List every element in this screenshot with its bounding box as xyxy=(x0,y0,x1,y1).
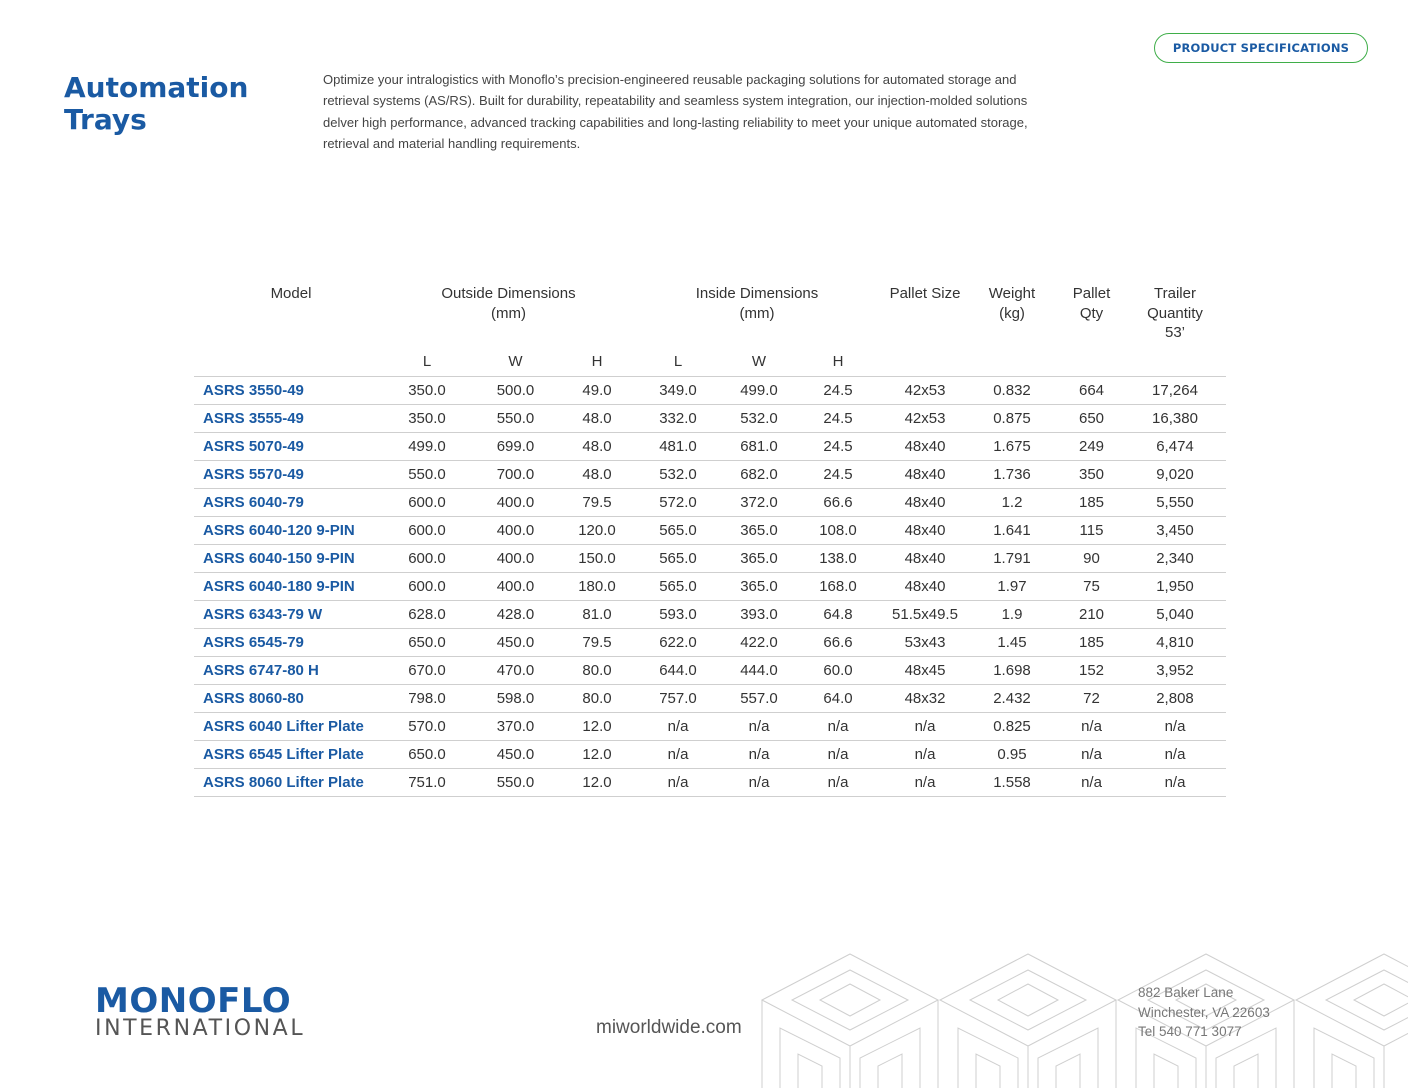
cell-outside-l: 499.0 xyxy=(388,432,466,460)
cell-pallet-size: 51.5x49.5 xyxy=(885,600,965,628)
header-outside-text: Outside Dimensions (mm) xyxy=(441,285,576,322)
cell-inside-h: 24.5 xyxy=(791,460,885,488)
cell-outside-h: 48.0 xyxy=(565,460,629,488)
cell-inside-l: 565.0 xyxy=(629,544,727,572)
cell-pallet-qty: 650 xyxy=(1059,404,1124,432)
cell-outside-w: 400.0 xyxy=(466,544,565,572)
cell-inside-h: 168.0 xyxy=(791,572,885,600)
cell-trailer-qty: 4,810 xyxy=(1124,628,1226,656)
cell-pallet-size: 48x32 xyxy=(885,684,965,712)
cell-outside-l: 650.0 xyxy=(388,628,466,656)
cell-outside-l: 600.0 xyxy=(388,516,466,544)
cell-inside-w: 499.0 xyxy=(727,376,791,404)
address-line-street: 882 Baker Lane xyxy=(1138,985,1234,1000)
cell-inside-w: 557.0 xyxy=(727,684,791,712)
table-row xyxy=(194,404,1226,432)
subheader-inside-l: L xyxy=(673,353,683,370)
decorative-cube-pattern xyxy=(760,950,1408,1088)
cell-outside-w: 550.0 xyxy=(466,768,565,796)
header-weight-text: Weight (kg) xyxy=(988,285,1036,322)
cell-model: ASRS 6040-120 9-PIN xyxy=(194,516,388,544)
header-trailer-text: Trailer Quantity 53’ xyxy=(1147,285,1203,341)
header-pallet-qty xyxy=(1059,284,1124,343)
cell-outside-w: 550.0 xyxy=(466,404,565,432)
subheader-blank xyxy=(965,343,1059,377)
cell-weight: 1.698 xyxy=(965,656,1059,684)
cell-inside-l: 532.0 xyxy=(629,460,727,488)
cell-inside-h: n/a xyxy=(791,740,885,768)
cell-weight: 1.2 xyxy=(965,488,1059,516)
cell-model: ASRS 6040-79 xyxy=(194,488,388,516)
table-subheader-row xyxy=(194,343,1226,377)
subheader-outside-h: H xyxy=(591,353,603,370)
cell-weight: 1.9 xyxy=(965,600,1059,628)
cell-pallet-size: 48x40 xyxy=(885,544,965,572)
page-title-line-1: Automation xyxy=(64,71,249,104)
cell-inside-l: 757.0 xyxy=(629,684,727,712)
cell-weight: 1.558 xyxy=(965,768,1059,796)
cell-model: ASRS 6040 Lifter Plate xyxy=(194,712,388,740)
spec-table xyxy=(194,284,1226,797)
cell-trailer-qty: 6,474 xyxy=(1124,432,1226,460)
cell-inside-w: 365.0 xyxy=(727,572,791,600)
header-inside-text: Inside Dimensions (mm) xyxy=(695,285,819,322)
subheader-inside-h: H xyxy=(832,353,844,370)
cell-outside-w: 470.0 xyxy=(466,656,565,684)
cell-outside-h: 49.0 xyxy=(565,376,629,404)
cell-inside-l: 644.0 xyxy=(629,656,727,684)
table-header-row xyxy=(194,284,1226,343)
cell-trailer-qty: 5,040 xyxy=(1124,600,1226,628)
cell-weight: 1.641 xyxy=(965,516,1059,544)
cell-inside-h: 24.5 xyxy=(791,432,885,460)
cell-trailer-qty: 5,550 xyxy=(1124,488,1226,516)
cell-model: ASRS 6545-79 xyxy=(194,628,388,656)
cell-outside-h: 150.0 xyxy=(565,544,629,572)
cell-inside-w: 422.0 xyxy=(727,628,791,656)
table-row xyxy=(194,432,1226,460)
cell-inside-l: 565.0 xyxy=(629,572,727,600)
cell-inside-h: 24.5 xyxy=(791,404,885,432)
monoflo-logo xyxy=(95,981,306,1041)
cell-inside-l: 572.0 xyxy=(629,488,727,516)
cell-outside-l: 350.0 xyxy=(388,376,466,404)
table-row xyxy=(194,656,1226,684)
table-row xyxy=(194,600,1226,628)
cell-model: ASRS 5070-49 xyxy=(194,432,388,460)
cell-outside-l: 751.0 xyxy=(388,768,466,796)
cell-pallet-qty: 350 xyxy=(1059,460,1124,488)
cell-outside-w: 500.0 xyxy=(466,376,565,404)
cell-inside-h: 108.0 xyxy=(791,516,885,544)
cell-pallet-size: 48x40 xyxy=(885,488,965,516)
cell-pallet-size: 53x43 xyxy=(885,628,965,656)
subheader-blank xyxy=(1124,343,1226,377)
cell-inside-w: 682.0 xyxy=(727,460,791,488)
cell-inside-h: 138.0 xyxy=(791,544,885,572)
logo-subline: INTERNATIONAL xyxy=(95,1016,306,1041)
cell-trailer-qty: 2,808 xyxy=(1124,684,1226,712)
cell-pallet-qty: 75 xyxy=(1059,572,1124,600)
cell-pallet-qty: 185 xyxy=(1059,488,1124,516)
cell-outside-h: 79.5 xyxy=(565,488,629,516)
table-row xyxy=(194,488,1226,516)
header-pallet-size: Pallet Size xyxy=(889,285,961,302)
cell-inside-l: n/a xyxy=(629,740,727,768)
cell-outside-l: 570.0 xyxy=(388,712,466,740)
table-row xyxy=(194,628,1226,656)
cell-model: ASRS 8060-80 xyxy=(194,684,388,712)
cell-trailer-qty: 9,020 xyxy=(1124,460,1226,488)
product-specifications-badge: PRODUCT SPECIFICATIONS xyxy=(1154,33,1368,63)
header-outside-dimensions xyxy=(388,284,629,343)
header-model: Model xyxy=(270,285,312,302)
cell-inside-h: n/a xyxy=(791,712,885,740)
cell-outside-w: 699.0 xyxy=(466,432,565,460)
page-title xyxy=(64,72,248,136)
cell-pallet-size: n/a xyxy=(885,740,965,768)
intro-paragraph: Optimize your intralogistics with Monoflo’s precision-engineered reusable packaging solutions for automated storage and retrieval systems (AS/RS). Built for durability, repeatability and seamless system integration, our injection-molded solutions delver high performance, advanced tracking capabilities and long-lasting reliability to meet your unique automated storage, retrieval and material handling requirements. xyxy=(323,72,1028,152)
subheader-inside-w: W xyxy=(751,353,767,370)
cell-outside-w: 370.0 xyxy=(466,712,565,740)
table-row xyxy=(194,572,1226,600)
cell-pallet-size: 42x53 xyxy=(885,404,965,432)
cell-model: ASRS 3550-49 xyxy=(194,376,388,404)
logo-wordmark: MONOFLO xyxy=(95,981,292,1021)
cell-trailer-qty: 16,380 xyxy=(1124,404,1226,432)
cell-pallet-size: n/a xyxy=(885,712,965,740)
cell-outside-l: 650.0 xyxy=(388,740,466,768)
cell-pallet-qty: n/a xyxy=(1059,740,1124,768)
cell-outside-w: 450.0 xyxy=(466,628,565,656)
cell-outside-w: 598.0 xyxy=(466,684,565,712)
address-line-phone: Tel 540 771 3077 xyxy=(1138,1024,1242,1040)
cell-trailer-qty: 2,340 xyxy=(1124,544,1226,572)
cell-outside-h: 12.0 xyxy=(565,768,629,796)
cell-pallet-qty: 185 xyxy=(1059,628,1124,656)
cell-outside-h: 12.0 xyxy=(565,740,629,768)
cell-inside-w: n/a xyxy=(727,740,791,768)
cell-outside-l: 670.0 xyxy=(388,656,466,684)
header-pallet-qty-text: Pallet Qty xyxy=(1072,285,1111,322)
cell-inside-l: 593.0 xyxy=(629,600,727,628)
cell-model: ASRS 8060 Lifter Plate xyxy=(194,768,388,796)
cell-weight: 1.791 xyxy=(965,544,1059,572)
cell-inside-w: 365.0 xyxy=(727,516,791,544)
cell-pallet-size: 48x40 xyxy=(885,572,965,600)
table-row xyxy=(194,376,1226,404)
cell-outside-w: 700.0 xyxy=(466,460,565,488)
cell-outside-h: 80.0 xyxy=(565,684,629,712)
cell-model: ASRS 3555-49 xyxy=(194,404,388,432)
cell-trailer-qty: 3,450 xyxy=(1124,516,1226,544)
page-title-line-2: Trays xyxy=(64,103,147,136)
header-inside-dimensions xyxy=(629,284,885,343)
cell-outside-h: 180.0 xyxy=(565,572,629,600)
cell-outside-h: 48.0 xyxy=(565,404,629,432)
cell-weight: 0.95 xyxy=(965,740,1059,768)
cell-outside-h: 12.0 xyxy=(565,712,629,740)
cell-inside-w: 372.0 xyxy=(727,488,791,516)
cell-inside-l: 565.0 xyxy=(629,516,727,544)
company-address xyxy=(1138,983,1270,1042)
cell-model: ASRS 5570-49 xyxy=(194,460,388,488)
cell-inside-w: 393.0 xyxy=(727,600,791,628)
cell-pallet-size: 48x45 xyxy=(885,656,965,684)
cell-weight: 0.832 xyxy=(965,376,1059,404)
subheader-blank xyxy=(194,343,388,377)
cell-inside-h: 64.8 xyxy=(791,600,885,628)
cell-outside-h: 80.0 xyxy=(565,656,629,684)
cell-trailer-qty: 1,950 xyxy=(1124,572,1226,600)
cell-inside-h: 24.5 xyxy=(791,376,885,404)
cell-inside-l: n/a xyxy=(629,712,727,740)
cell-outside-h: 79.5 xyxy=(565,628,629,656)
cell-outside-l: 628.0 xyxy=(388,600,466,628)
cell-outside-l: 798.0 xyxy=(388,684,466,712)
cell-inside-w: 365.0 xyxy=(727,544,791,572)
table-row xyxy=(194,768,1226,796)
cell-outside-l: 350.0 xyxy=(388,404,466,432)
cell-pallet-size: 48x40 xyxy=(885,516,965,544)
cell-model: ASRS 6747-80 H xyxy=(194,656,388,684)
table-row xyxy=(194,684,1226,712)
cell-outside-w: 400.0 xyxy=(466,572,565,600)
cell-trailer-qty: n/a xyxy=(1124,768,1226,796)
cell-pallet-qty: 72 xyxy=(1059,684,1124,712)
cell-model: ASRS 6545 Lifter Plate xyxy=(194,740,388,768)
cell-inside-w: n/a xyxy=(727,712,791,740)
address-line-city: Winchester, VA 22603 xyxy=(1138,1004,1270,1020)
cell-inside-w: 444.0 xyxy=(727,656,791,684)
cell-outside-l: 600.0 xyxy=(388,544,466,572)
subheader-blank xyxy=(885,343,965,377)
cell-inside-l: n/a xyxy=(629,768,727,796)
cell-pallet-qty: 90 xyxy=(1059,544,1124,572)
cell-inside-h: 66.6 xyxy=(791,628,885,656)
cell-outside-w: 400.0 xyxy=(466,516,565,544)
subheader-outside-l: L xyxy=(422,353,432,370)
cell-outside-h: 81.0 xyxy=(565,600,629,628)
cell-model: ASRS 6040-180 9-PIN xyxy=(194,572,388,600)
cell-weight: 1.97 xyxy=(965,572,1059,600)
table-row xyxy=(194,516,1226,544)
cell-pallet-qty: n/a xyxy=(1059,712,1124,740)
table-row xyxy=(194,740,1226,768)
cell-trailer-qty: 3,952 xyxy=(1124,656,1226,684)
cell-weight: 1.675 xyxy=(965,432,1059,460)
cell-outside-h: 48.0 xyxy=(565,432,629,460)
cell-weight: 1.45 xyxy=(965,628,1059,656)
cell-outside-l: 550.0 xyxy=(388,460,466,488)
header-weight xyxy=(965,284,1059,343)
cell-inside-w: n/a xyxy=(727,768,791,796)
cell-outside-h: 120.0 xyxy=(565,516,629,544)
cell-pallet-qty: n/a xyxy=(1059,768,1124,796)
cell-model: ASRS 6040-150 9-PIN xyxy=(194,544,388,572)
cell-pallet-qty: 210 xyxy=(1059,600,1124,628)
spec-table-body xyxy=(194,376,1226,796)
cell-outside-w: 450.0 xyxy=(466,740,565,768)
cell-weight: 0.875 xyxy=(965,404,1059,432)
cell-weight: 1.736 xyxy=(965,460,1059,488)
cell-inside-l: 481.0 xyxy=(629,432,727,460)
cell-inside-h: n/a xyxy=(791,768,885,796)
cell-model: ASRS 6343-79 W xyxy=(194,600,388,628)
cell-pallet-qty: 249 xyxy=(1059,432,1124,460)
cell-pallet-qty: 664 xyxy=(1059,376,1124,404)
website-link[interactable]: miworldwide.com xyxy=(596,1017,742,1038)
table-row xyxy=(194,712,1226,740)
cell-pallet-size: 48x40 xyxy=(885,460,965,488)
cell-pallet-qty: 152 xyxy=(1059,656,1124,684)
cell-inside-h: 66.6 xyxy=(791,488,885,516)
subheader-blank xyxy=(1059,343,1124,377)
cell-inside-l: 349.0 xyxy=(629,376,727,404)
cell-inside-l: 332.0 xyxy=(629,404,727,432)
cell-inside-l: 622.0 xyxy=(629,628,727,656)
cell-weight: 2.432 xyxy=(965,684,1059,712)
cell-inside-w: 681.0 xyxy=(727,432,791,460)
cell-pallet-qty: 115 xyxy=(1059,516,1124,544)
cell-inside-w: 532.0 xyxy=(727,404,791,432)
cell-trailer-qty: n/a xyxy=(1124,740,1226,768)
cell-pallet-size: n/a xyxy=(885,768,965,796)
cell-pallet-size: 48x40 xyxy=(885,432,965,460)
cell-outside-l: 600.0 xyxy=(388,572,466,600)
cell-outside-l: 600.0 xyxy=(388,488,466,516)
header-trailer-quantity xyxy=(1124,284,1226,343)
cell-outside-w: 400.0 xyxy=(466,488,565,516)
subheader-outside-w: W xyxy=(508,353,523,370)
cell-inside-h: 64.0 xyxy=(791,684,885,712)
table-row xyxy=(194,544,1226,572)
cell-trailer-qty: n/a xyxy=(1124,712,1226,740)
cell-trailer-qty: 17,264 xyxy=(1124,376,1226,404)
table-row xyxy=(194,460,1226,488)
cell-weight: 0.825 xyxy=(965,712,1059,740)
cell-inside-h: 60.0 xyxy=(791,656,885,684)
cell-outside-w: 428.0 xyxy=(466,600,565,628)
cell-pallet-size: 42x53 xyxy=(885,376,965,404)
